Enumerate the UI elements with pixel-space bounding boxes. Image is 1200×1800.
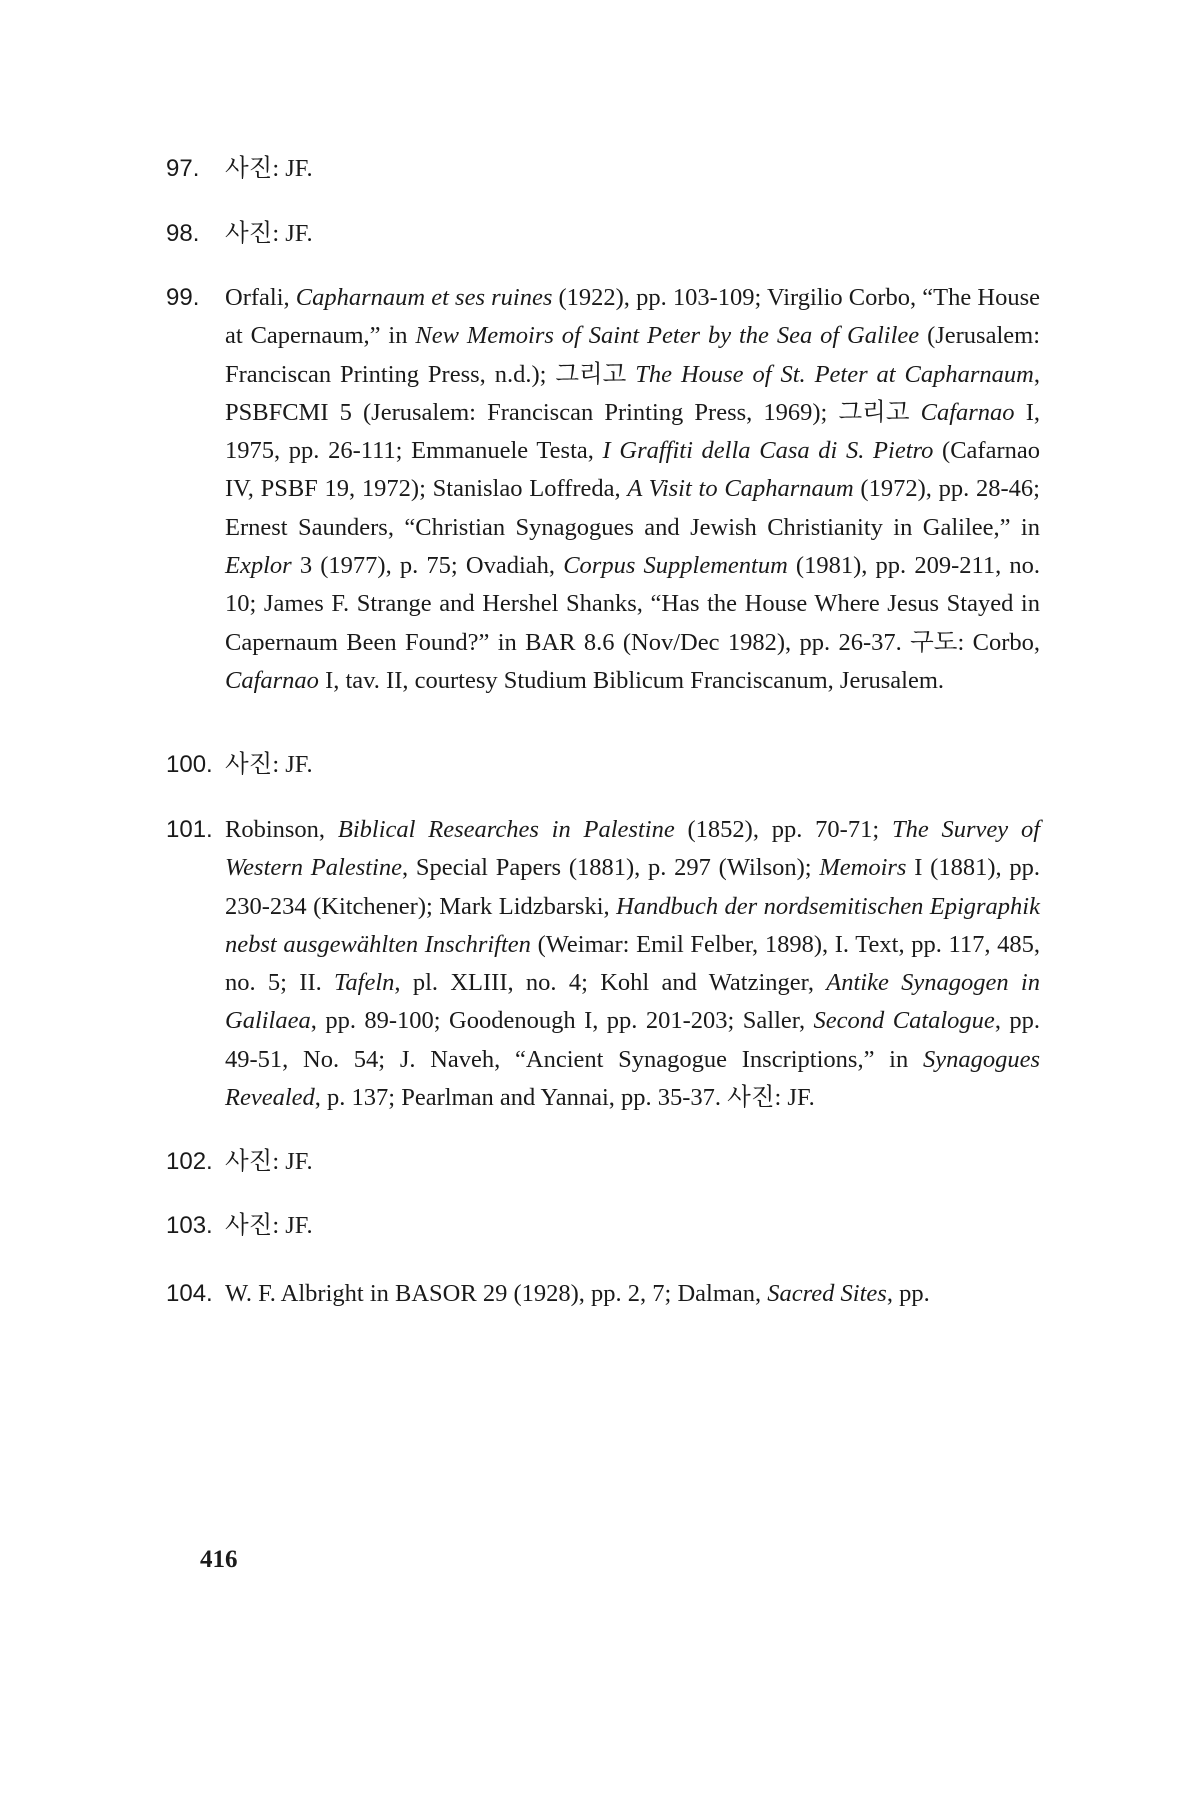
footnote-98 [166, 215, 1040, 253]
page-number: 416 [200, 1546, 238, 1573]
footnote-number: 97. [166, 155, 200, 182]
footnote-99 [166, 279, 1040, 700]
footnote-number: 100. [166, 751, 213, 778]
work-title: Synagogues Revealed [225, 1045, 1040, 1112]
footnote-97 [166, 150, 1040, 188]
footnote-text: 사진: JF. [225, 751, 313, 778]
footnote-number: 101. [166, 816, 213, 843]
footnote-text: 사진: JF. [225, 1148, 313, 1175]
footnote-number: 102. [166, 1148, 213, 1175]
work-title: Memoirs [819, 854, 907, 882]
work-title: The Survey of Western Palestine [225, 816, 1040, 882]
work-title: The House of St. Peter at Capharnaum [635, 360, 1034, 388]
footnote-number: 104. [166, 1280, 213, 1307]
work-title: New Memoirs of Saint Peter by the Sea of Galilee [415, 322, 920, 350]
footnote-text: 사진: JF. [225, 155, 313, 182]
work-title: Tafeln [334, 969, 395, 997]
work-title: Explor [225, 552, 292, 580]
work-title: Cafarnao [225, 666, 319, 694]
work-title: I Graffiti della Casa di S. Pietro [602, 437, 934, 465]
work-title: Cafarnao [920, 398, 1015, 426]
footnote-103 [166, 1207, 1040, 1245]
footnote-number: 103. [166, 1212, 213, 1239]
footnote-104 [166, 1275, 1040, 1313]
footnote-number: 98. [166, 220, 200, 247]
footnote-text: Orfali, Capharnaum et ses ruines (1922), pp. 103-109; Virgilio Corbo, “The House at Capernaum,” in New Memoirs of Saint Peter by the Sea of Galilee (Jerusalem: Franciscan Printing Press, n.d.); 그리고 The House of St. Peter at Capharnaum, PSBFCMI 5 (Jerusalem: Franciscan Printing Press, 1969); 그리고 Cafarnao I, 1975, pp. 26-111; Emmanuele Testa, I Graffiti della Casa di S. Pietro (Cafarnao IV, PSBF 19, 1972); Stanislao Loffreda, A Visit to Capharnaum (1972), pp. 28-46; Ernest Saunders, “Christian Synagogues and Jewish Christianity in Galilee,” in Explor 3 (1977), p. 75; Ovadiah, Corpus Supplementum (1981), pp. 209-211, no. 10; James F. Strange and Hershel Shanks, “Has the House Where Jesus Stayed in Capernaum Been Found?” in BAR 8.6 (Nov/Dec 1982), pp. 26-37. 구도: Corbo, Cafarnao I, tav. II, courtesy Studium Biblicum Franciscanum, Jerusalem. [225, 284, 1040, 694]
footnote-101 [166, 811, 1040, 1117]
work-title: Handbuch der nordsemitischen Epigraphik nebst ausgewählten Inschriften [225, 892, 1040, 958]
footnote-number: 99. [166, 284, 200, 311]
footnote-100 [166, 746, 1040, 784]
footnote-text: W. F. Albright in BASOR 29 (1928), pp. 2, 7; Dalman, Sacred Sites, pp. [225, 1280, 930, 1307]
footnote-text: 사진: JF. [225, 220, 313, 247]
footnote-text: Robinson, Biblical Researches in Palestine (1852), pp. 70-71; The Survey of Western Palestine, Special Papers (1881), p. 297 (Wilson); Memoirs I (1881), pp. 230-234 (Kitchener); Mark Lidzbarski, Handbuch der nordsemitischen Epigraphik nebst ausgewählten Inschriften (Weimar: Emil Felber, 1898), I. Text, pp. 117, 485, no. 5; II. Tafeln, pl. XLIII, no. 4; Kohl and Watzinger, Antike Synagogen in Galilaea, pp. 89-100; Goodenough I, pp. 201-203; Saller, Second Catalogue, pp. 49-51, No. 54; J. Naveh, “Ancient Synagogue Inscriptions,” in Synagogues Revealed, p. 137; Pearlman and Yannai, pp. 35-37. 사진: JF. [225, 816, 1041, 1112]
work-title: A Visit to Capharnaum [627, 475, 854, 503]
work-title: Second Catalogue [813, 1007, 995, 1035]
footnote-text: 사진: JF. [225, 1212, 313, 1239]
footnote-102 [166, 1143, 1040, 1181]
work-title: Biblical Researches in Palestine [337, 816, 675, 843]
work-title: Antike Synagogen in Galilaea [225, 969, 1040, 1035]
work-title: Capharnaum et ses ruines [295, 284, 553, 311]
work-title: Corpus Supplementum [563, 552, 788, 580]
work-title: Sacred Sites [767, 1280, 887, 1307]
